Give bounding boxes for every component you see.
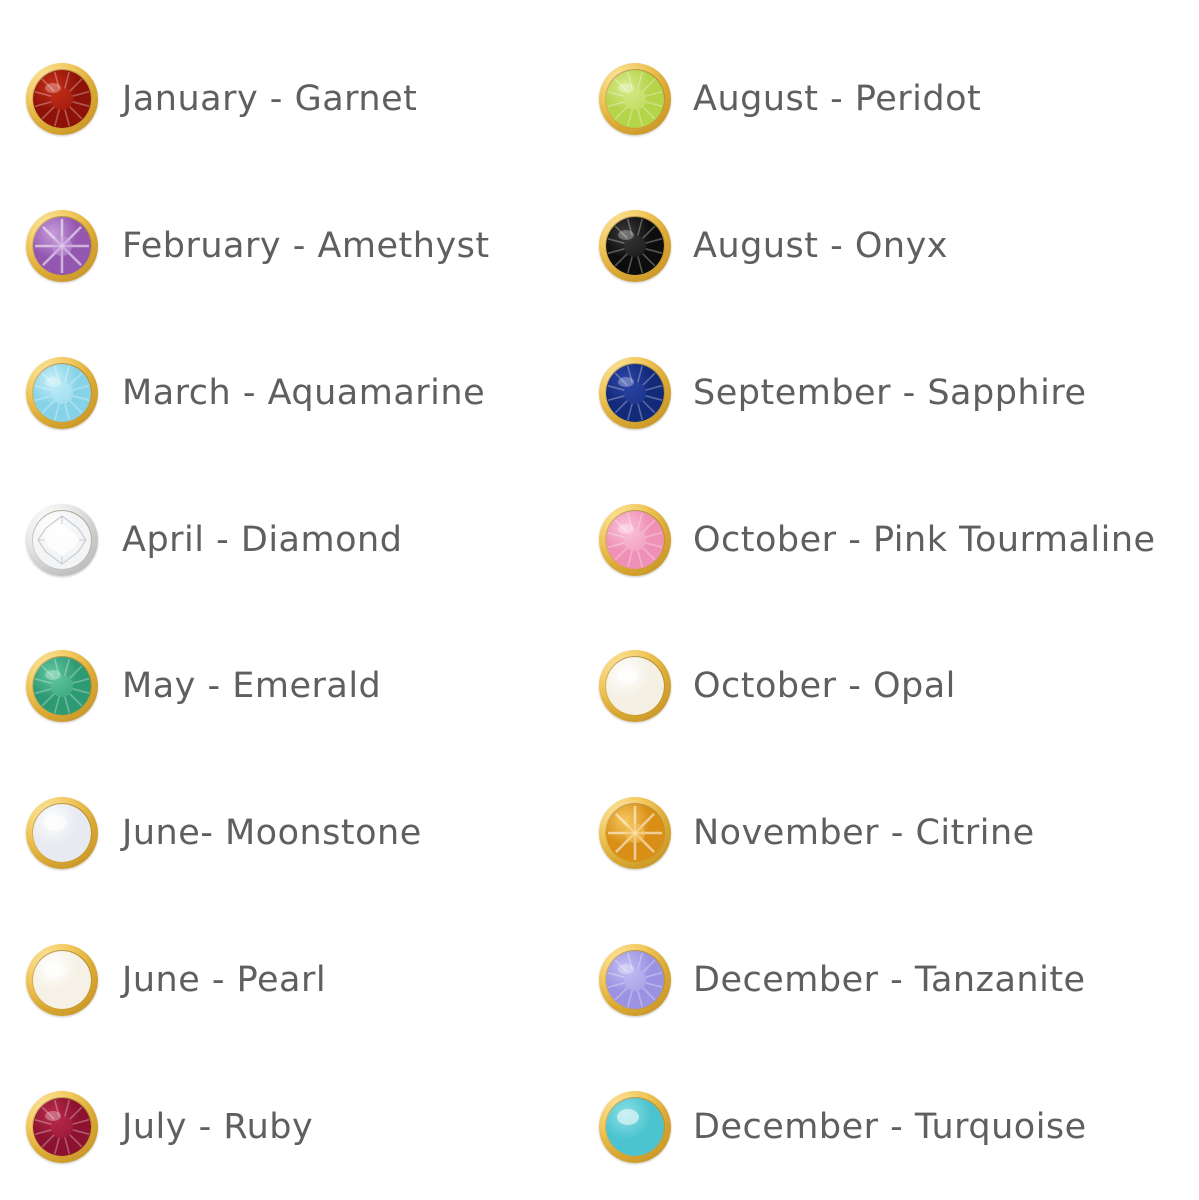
birthstone-row [0, 907, 599, 1054]
gemstone-sapphire-icon [599, 357, 671, 429]
birthstone-label: February - Amethyst [122, 226, 490, 267]
right-column [585, 0, 1184, 1200]
birthstone-label: August - Peridot [693, 79, 982, 120]
birthstone-row [0, 1053, 599, 1200]
gemstone-peridot-icon [599, 63, 671, 135]
birthstone-row [585, 26, 1184, 173]
birthstone-row [0, 173, 599, 320]
gemstone-tanzanite-icon [599, 944, 671, 1016]
gemstone-pink-tourmaline-icon [599, 504, 671, 576]
birthstone-row [0, 760, 599, 907]
gemstone-garnet-icon [26, 63, 98, 135]
gem-face [606, 1098, 664, 1156]
birthstone-row [0, 320, 599, 467]
gem-face [606, 657, 664, 715]
gem-face [606, 804, 664, 862]
gem-face [33, 657, 91, 715]
gemstone-turquoise-icon [599, 1091, 671, 1163]
birthstone-row [0, 466, 599, 613]
birthstone-label: September - Sapphire [693, 372, 1087, 413]
gem-face [33, 951, 91, 1009]
birthstone-row [585, 173, 1184, 320]
birthstone-row [585, 1053, 1184, 1200]
gemstone-diamond-icon [26, 504, 98, 576]
gemstone-citrine-icon [599, 797, 671, 869]
gem-face [33, 217, 91, 275]
gem-face [606, 511, 664, 569]
birthstone-label: November - Citrine [693, 813, 1035, 854]
birthstone-label: April - Diamond [122, 519, 403, 560]
birthstone-row [0, 26, 599, 173]
birthstone-row [585, 760, 1184, 907]
gemstone-onyx-icon [599, 210, 671, 282]
birthstone-label: December - Turquoise [693, 1106, 1087, 1147]
birthstone-row [0, 613, 599, 760]
birthstone-label: August - Onyx [693, 226, 949, 267]
gemstone-opal-icon [599, 650, 671, 722]
birthstone-row [585, 613, 1184, 760]
birthstone-label: July - Ruby [122, 1106, 314, 1147]
birthstone-label: January - Garnet [122, 79, 418, 120]
birthstone-label: June- Moonstone [122, 813, 422, 854]
birthstone-row [585, 320, 1184, 467]
gem-face [33, 511, 91, 569]
gem-face [33, 1098, 91, 1156]
gem-face [606, 364, 664, 422]
gemstone-pearl-icon [26, 944, 98, 1016]
gemstone-ruby-icon [26, 1091, 98, 1163]
birthstone-label: October - Opal [693, 666, 956, 707]
birthstone-row [585, 466, 1184, 613]
birthstone-label: December - Tanzanite [693, 959, 1086, 1000]
gem-face [33, 804, 91, 862]
gemstone-moonstone-icon [26, 797, 98, 869]
gemstone-aquamarine-icon [26, 357, 98, 429]
birthstone-label: June - Pearl [122, 959, 327, 1000]
gem-face [606, 217, 664, 275]
gemstone-emerald-icon [26, 650, 98, 722]
birthstone-label: May - Emerald [122, 666, 382, 707]
birthstone-label: October - Pink Tourmaline [693, 519, 1156, 560]
gem-face [606, 70, 664, 128]
gem-face [606, 951, 664, 1009]
gem-face [33, 364, 91, 422]
birthstone-label: March - Aquamarine [122, 372, 486, 413]
gem-face [33, 70, 91, 128]
left-column [0, 0, 599, 1200]
gemstone-amethyst-icon [26, 210, 98, 282]
birthstone-row [585, 907, 1184, 1054]
